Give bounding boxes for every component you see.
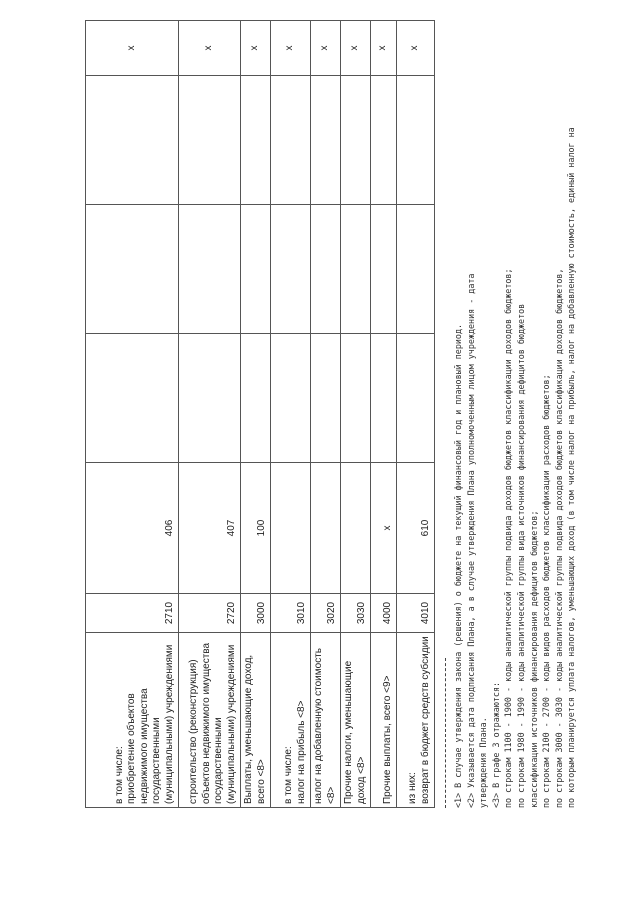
plan-table — [85, 20, 435, 808]
table-cell — [86, 205, 179, 334]
table-row — [371, 21, 397, 808]
table-cell — [311, 334, 341, 463]
table-cell — [271, 76, 311, 205]
footnote-line: <2> Указывается дата подписания Плана, а в случае утверждения Плана уполномоченным лицом учреждения - дата — [465, 273, 476, 808]
row-kbk — [271, 463, 311, 594]
row-kbk: 100 — [241, 463, 271, 594]
row-last: х — [241, 21, 271, 76]
row-code: 2720 — [179, 594, 241, 633]
row-kbk — [341, 463, 371, 594]
table-cell — [341, 334, 371, 463]
footnote-line: по которым планируется уплата налогов, уменьшающих доход (в том числе налог на прибыль, налог на добавленную стоимость, единый налог на — [566, 127, 577, 808]
row-label: Выплаты, уменьшающие доход, всего <8> — [241, 633, 271, 808]
row-kbk: 406 — [86, 463, 179, 594]
table-cell — [311, 205, 341, 334]
table-row — [397, 21, 435, 808]
footnote-line: утверждения Плана. — [478, 717, 489, 808]
row-code: 4010 — [397, 594, 435, 633]
table-cell — [86, 334, 179, 463]
footnote-line: по строкам 2100 - 2700 - коды видов расходов бюджетов классификации расходов бюджетов; — [541, 374, 552, 808]
table-cell — [179, 205, 241, 334]
table-cell — [397, 334, 435, 463]
row-label: из них: возврат в бюджет средств субсидии — [397, 633, 435, 808]
row-kbk: 407 — [179, 463, 241, 594]
footnotes — [452, 108, 578, 808]
footnote-line: по строкам 1100 - 1900 - коды аналитической группы подвида доходов бюджетов классификации доходов бюджетов; — [503, 268, 514, 808]
table-cell — [371, 76, 397, 205]
table-cell — [241, 205, 271, 334]
row-label: Прочие выплаты, всего <9> — [371, 633, 397, 808]
footnote-line: по строкам 1980 - 1990 - коды аналитической группы вида источников финансирования дефицитов бюджетов — [515, 303, 526, 808]
row-kbk: х — [371, 463, 397, 594]
row-last: х — [86, 21, 179, 76]
footnote-line: <1> В случае утверждения закона (решения) о бюджете на текущий финансовый год и плановый период. — [453, 323, 463, 808]
row-last: х — [397, 21, 435, 76]
footnote-line: <3> В графе 3 отражаются: — [490, 681, 501, 808]
table-cell — [86, 76, 179, 205]
footnote-line: по строкам 3000 - 3030 - коды аналитической группы подвида доходов бюджетов классификации доходов бюджетов, — [553, 268, 564, 808]
row-code: 3030 — [341, 594, 371, 633]
table-row — [341, 21, 371, 808]
table-cell — [371, 334, 397, 463]
row-kbk: 610 — [397, 463, 435, 594]
row-last: х — [311, 21, 341, 76]
row-last: х — [179, 21, 241, 76]
row-code: 2710 — [86, 594, 179, 633]
row-code: 3010 — [271, 594, 311, 633]
table-cell — [341, 76, 371, 205]
table-cell — [179, 334, 241, 463]
row-code: 3020 — [311, 594, 341, 633]
table-cell — [271, 334, 311, 463]
table-row — [271, 21, 311, 808]
row-label: строительство (реконструкция) объектов недвижимого имущества государственными (муниципальными) учреждениями — [179, 633, 241, 808]
row-last: х — [271, 21, 311, 76]
row-code: 4000 — [371, 594, 397, 633]
table-cell — [179, 76, 241, 205]
row-label: в том числе: приобретение объектов недвижимого имущества государственными (муниципальными) учреждениями — [86, 633, 179, 808]
row-last: х — [341, 21, 371, 76]
table-row — [311, 21, 341, 808]
row-kbk — [311, 463, 341, 594]
table-cell — [397, 76, 435, 205]
table-cell — [371, 205, 397, 334]
table-cell — [241, 76, 271, 205]
table-cell — [271, 205, 311, 334]
row-label: в том числе: налог на прибыль <8> — [271, 633, 311, 808]
table-cell — [397, 205, 435, 334]
table-cell — [311, 76, 341, 205]
table-row — [86, 21, 179, 808]
row-last: х — [371, 21, 397, 76]
row-label: Прочие налоги, уменьшающие доход <8> — [341, 633, 371, 808]
row-label: налог на добавленную стоимость <8> — [311, 633, 341, 808]
table-cell — [241, 334, 271, 463]
row-code: 3000 — [241, 594, 271, 633]
footnote-separator — [445, 658, 446, 808]
table-row — [241, 21, 271, 808]
table-row — [179, 21, 241, 808]
footnote-line: классификации источников финансирования дефицитов бюджетов; — [528, 510, 539, 808]
table-cell — [341, 205, 371, 334]
